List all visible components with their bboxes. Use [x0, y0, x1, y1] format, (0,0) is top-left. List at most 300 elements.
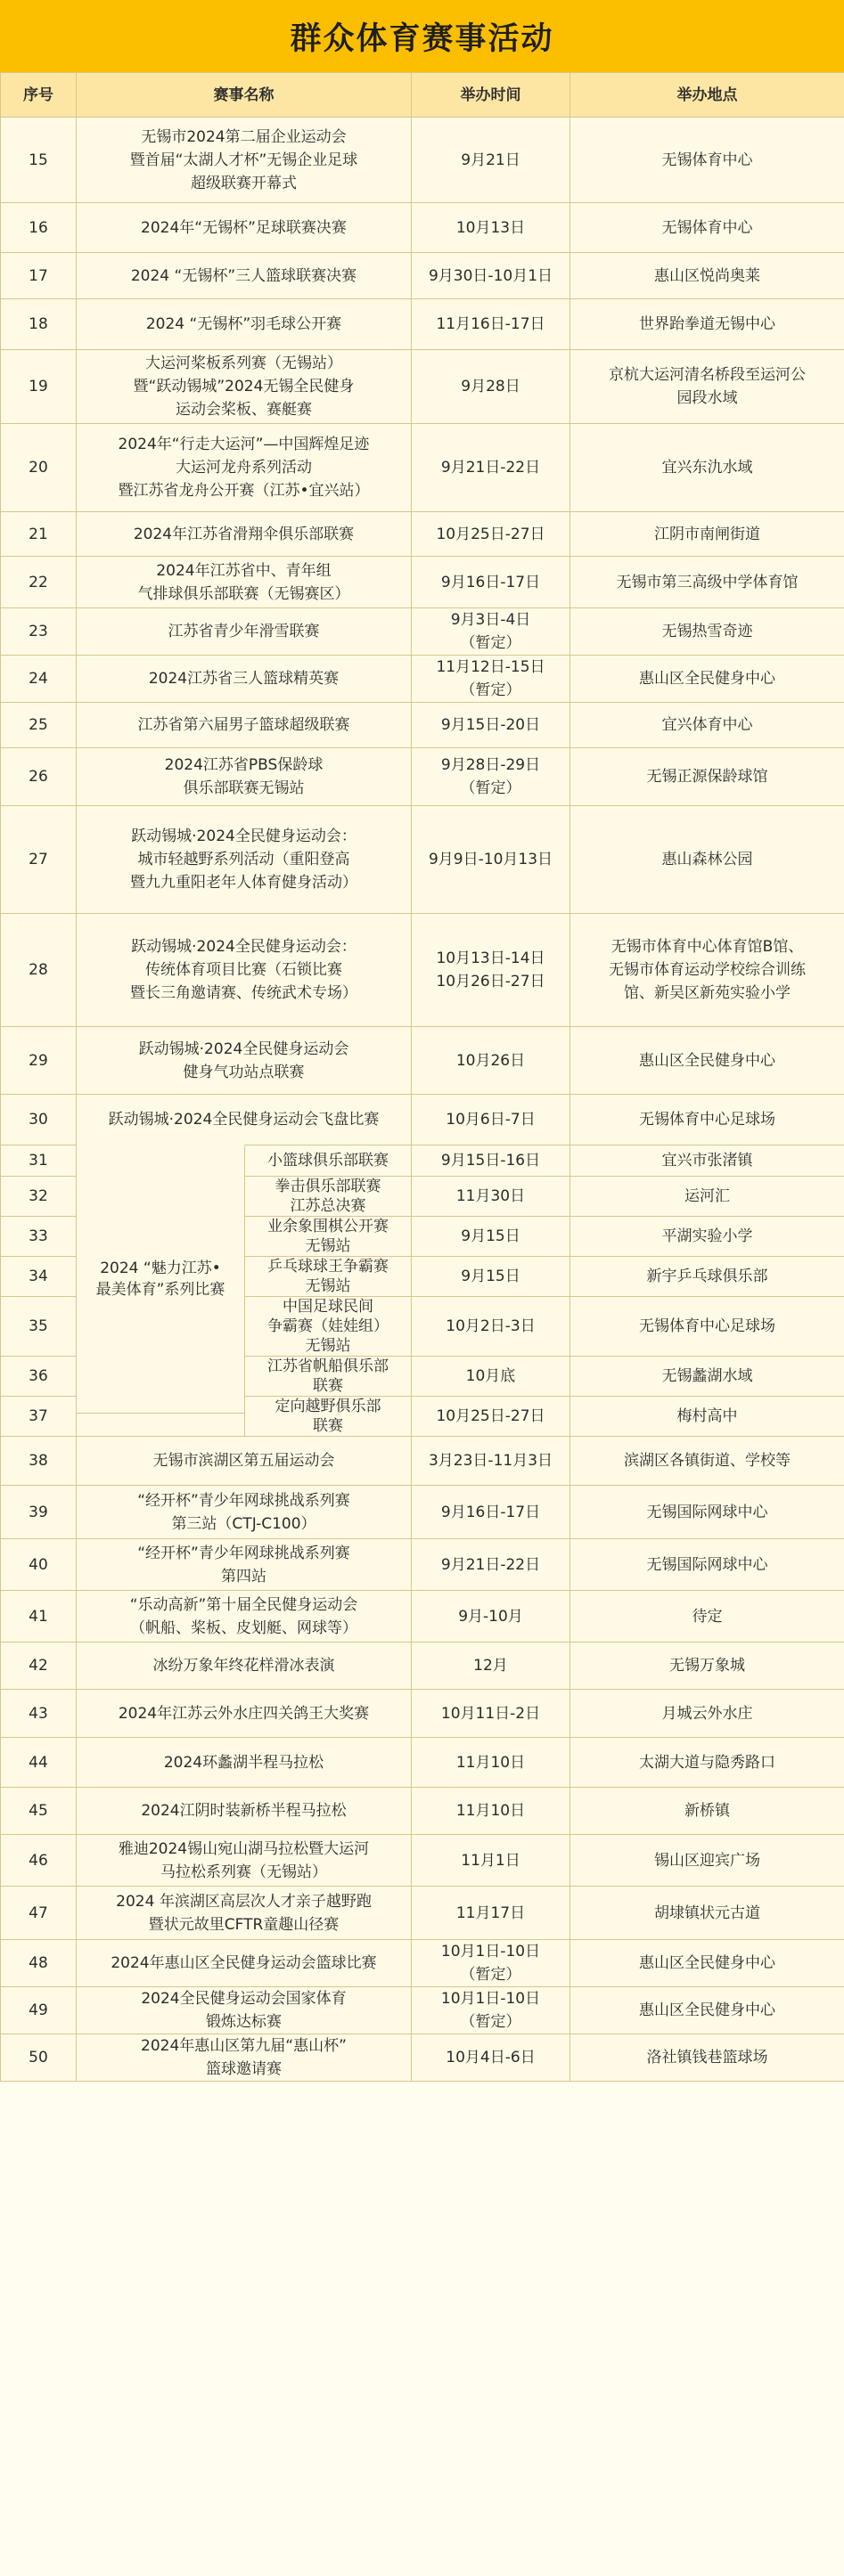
table-row: [1, 118, 844, 203]
cell-name-line: 健身气功站点联赛: [183, 1063, 305, 1081]
cell-name-line: 跃动锡城·2024全民健身运动会：: [131, 938, 356, 956]
cell-place-line: 园段水域: [676, 389, 738, 407]
cell-name-line: 马拉松系列赛（无锡站）: [160, 1863, 327, 1881]
col-header-seq: 序号: [1, 73, 77, 118]
cell-name-line: 冰纷万象年终花样滑冰表演: [152, 1657, 335, 1675]
cell-name: [77, 253, 412, 299]
cell-time-line: 9月21日-22日: [440, 459, 541, 477]
cell-time: [412, 703, 570, 748]
cell-name-line: 运动会桨板、赛艇赛: [176, 401, 312, 419]
cell-time-line: 9月28日: [461, 378, 520, 395]
cell-place: [570, 1539, 844, 1591]
cell-name-line: 2024年惠山区全民健身运动会篮球比赛: [111, 1954, 377, 1972]
cell-name-line: 跃动锡城·2024全民健身运动会：: [131, 827, 356, 845]
cell-seq: 30: [1, 1095, 77, 1145]
cell-place-line: 无锡国际网球中心: [646, 1503, 768, 1521]
cell-time: [412, 2034, 570, 2082]
col-header-name: 赛事名称: [77, 73, 412, 118]
cell-time-line: 9月21日-22日: [440, 1555, 541, 1574]
cell-sub-name: [244, 1297, 411, 1356]
cell-place: [570, 557, 844, 608]
cell-name-line: 江苏省青少年滑雪联赛: [168, 623, 320, 640]
cell-place-line: 惠山区全民健身中心: [639, 1954, 775, 1972]
cell-time-line: 10月26日: [455, 1051, 526, 1070]
cell-sub-name: [244, 1257, 411, 1296]
cell-name-line: （帆船、桨板、皮划艇、网球等）: [130, 1618, 357, 1637]
cell-place-line: 无锡市第三高级中学体育馆: [616, 573, 799, 591]
cell-name-line: 雅迪2024锡山宛山湖马拉松暨大运河: [118, 1839, 370, 1858]
cell-place: [570, 299, 844, 350]
cell-time-line: 10月13日: [455, 218, 526, 237]
title-bar: [0, 0, 844, 72]
cell-sub-name-line: 联赛: [313, 1377, 343, 1395]
cell-seq: 17: [1, 253, 77, 299]
cell-sub-name: [244, 1397, 411, 1436]
cell-place-line: 惠山区全民健身中心: [639, 1051, 775, 1070]
cell-sub-name-line: 无锡站: [305, 1237, 351, 1255]
cell-name-line: “经开杯”青少年网球挑战系列赛: [137, 1491, 350, 1510]
cell-name: [77, 203, 412, 253]
cell-time-line: 10月25日-27日: [436, 525, 545, 543]
cell-time: [412, 118, 570, 203]
cell-time-line: （暂定）: [460, 2013, 521, 2031]
cell-name-line: 2024江苏省PBS保龄球: [164, 756, 324, 774]
cell-place-line: 惠山区全民健身中心: [639, 2001, 775, 2019]
table-row: [1, 914, 844, 1027]
cell-seq: 28: [1, 914, 77, 1027]
cell-name-line: 2024全民健身运动会国家体育: [141, 1990, 347, 2008]
cell-place: [570, 1591, 844, 1643]
cell-place-line: 无锡体育中心足球场: [639, 1111, 775, 1129]
cell-place: [570, 656, 844, 703]
cell-place-line: 世界跆拳道无锡中心: [639, 315, 775, 333]
cell-name-line: “乐动高新”第十届全民健身运动会: [129, 1595, 358, 1614]
cell-seq: 34: [1, 1257, 77, 1297]
cell-place-line: 无锡体育中心足球场: [639, 1317, 775, 1335]
cell-seq: 46: [1, 1835, 77, 1887]
cell-sub-name-line: 无锡站: [305, 1277, 351, 1295]
cell-place: [570, 512, 844, 557]
table-row: [1, 656, 844, 703]
cell-time-line: 3月23日-11月3日: [428, 1452, 553, 1470]
cell-place: [570, 1257, 844, 1297]
cell-time: [412, 1940, 570, 1987]
cell-time: [412, 557, 570, 608]
table-row: [1, 1940, 844, 1987]
cell-name: [77, 1437, 412, 1486]
cell-place-line: 无锡万象城: [669, 1657, 745, 1675]
page-title: 群众体育赛事活动: [290, 20, 554, 57]
col-header-time: 举办时间: [412, 73, 570, 118]
cell-place: [570, 1437, 844, 1486]
cell-time: [412, 350, 570, 424]
cell-name-line: 暨九九重阳老年人体育健身活动）: [130, 874, 357, 892]
cell-name-line: 传统体育项目比赛（石锁比赛: [145, 961, 342, 979]
cell-place-line: 宜兴东氿水域: [661, 459, 753, 477]
cell-place-line: 无锡市体育运动学校综合训练: [609, 961, 806, 979]
cell-name-line: 第三站（CTJ-C100）: [171, 1514, 316, 1533]
cell-seq: 35: [1, 1297, 77, 1357]
cell-place-line: 宜兴体育中心: [661, 716, 753, 734]
cell-place-line: 惠山森林公园: [661, 851, 753, 868]
cell-name: [77, 1987, 412, 2034]
cell-time: [412, 1887, 570, 1940]
cell-place-line: 待定: [692, 1607, 723, 1626]
cell-time: [412, 748, 570, 806]
cell-seq: 24: [1, 656, 77, 703]
cell-place: [570, 1095, 844, 1145]
cell-place: [570, 1177, 844, 1217]
cell-sub-name-line: 业余象围棋公开赛: [267, 1218, 389, 1235]
cell-seq: 39: [1, 1486, 77, 1539]
cell-name-line: 2024年江苏省中、青年组: [156, 561, 332, 580]
cell-name-line: 气排球俱乐部联赛（无锡赛区）: [137, 584, 350, 603]
cell-time-line: 11月16日-17日: [436, 315, 545, 333]
cell-name: [77, 118, 412, 203]
cell-seq: 18: [1, 299, 77, 350]
cell-place: [570, 350, 844, 424]
table-row: [1, 1591, 844, 1643]
cell-name: [77, 1887, 412, 1940]
cell-time-line: 10月26日-27日: [436, 973, 545, 990]
cell-sub-name: [244, 1177, 411, 1216]
cell-time-line: 11月30日: [455, 1187, 526, 1205]
cell-seq: 36: [1, 1357, 77, 1397]
table-row: [1, 1539, 844, 1591]
cell-sub-name-line: 乒乓球球王争霸赛: [267, 1258, 389, 1276]
cell-name: [77, 703, 412, 748]
cell-time: [412, 1397, 570, 1437]
cell-place: [570, 2034, 844, 2082]
cell-place: [570, 1027, 844, 1095]
cell-time-line: 10月13日-14日: [436, 950, 545, 967]
cell-place-line: 京杭大运河清名桥段至运河公: [609, 366, 806, 384]
cell-time-line: 10月6日-7日: [446, 1111, 536, 1129]
cell-sub-name: [244, 1146, 411, 1176]
cell-time-line: 10月1日-10日: [440, 1943, 541, 1961]
cell-place: [570, 1690, 844, 1738]
cell-sub-name-line: 江苏省帆船俱乐部: [267, 1357, 389, 1375]
cell-name-line: 锻炼达标赛: [206, 2013, 282, 2031]
cell-time: [412, 1486, 570, 1539]
cell-time-line: 9月15日: [461, 1268, 520, 1285]
cell-place: [570, 1145, 844, 1177]
cell-time-line: （暂定）: [460, 681, 521, 699]
cell-time: [412, 1177, 570, 1217]
cell-name: [77, 914, 412, 1027]
cell-time: [412, 253, 570, 299]
cell-name-line: 2024 “无锡杯”羽毛球公开赛: [145, 315, 342, 333]
cell-name: [77, 1940, 412, 1987]
cell-place-line: 平湖实验小学: [661, 1227, 753, 1245]
cell-place-line: 无锡市体育中心体育馆B馆、: [610, 938, 804, 956]
cell-place-line: 惠山区悦尚奥莱: [654, 266, 760, 285]
cell-name: [77, 1738, 412, 1788]
cell-time-line: 9月21日: [461, 151, 520, 169]
header-row: [1, 73, 844, 118]
cell-name: [77, 1027, 412, 1095]
cell-name: [77, 299, 412, 350]
cell-place: [570, 253, 844, 299]
cell-seq: 19: [1, 350, 77, 424]
cell-place: [570, 1357, 844, 1397]
cell-seq: 38: [1, 1437, 77, 1486]
cell-name-line: 篮球邀请赛: [206, 2060, 282, 2078]
cell-name-line: 暨首届“太湖人才杯”无锡企业足球: [129, 151, 358, 169]
cell-name-line: 2024江阴时装新桥半程马拉松: [141, 1802, 347, 1820]
cell-time: [412, 1539, 570, 1591]
cell-sub-name-line: 拳击俱乐部联赛: [275, 1178, 381, 1195]
cell-time: [412, 203, 570, 253]
cell-time-line: 9月-10月: [458, 1607, 523, 1626]
cell-seq: 41: [1, 1591, 77, 1643]
cell-sub-name-line: 无锡站: [305, 1337, 351, 1355]
cell-time: [412, 1145, 570, 1177]
cell-seq: 44: [1, 1738, 77, 1788]
table-row: [1, 1027, 844, 1095]
table-row: [1, 1643, 844, 1690]
cell-seq: 23: [1, 608, 77, 656]
cell-name: [77, 1788, 412, 1835]
cell-seq: 32: [1, 1177, 77, 1217]
table-row: [1, 2034, 844, 2082]
cell-name: [77, 424, 412, 512]
cell-place-line: 馆、新吴区新苑实验小学: [624, 984, 791, 1002]
cell-name-line: 江苏省第六届男子篮球超级联赛: [137, 716, 350, 734]
cell-name-line: 无锡市2024第二届企业运动会: [141, 127, 347, 146]
cell-seq: 21: [1, 512, 77, 557]
cell-name: [77, 656, 412, 703]
cell-time: [412, 299, 570, 350]
cell-time: [412, 1297, 570, 1357]
cell-time-line: 11月17日: [455, 1903, 526, 1922]
cell-time: [412, 1357, 570, 1397]
cell-time: [412, 1738, 570, 1788]
cell-time: [412, 806, 570, 914]
cell-place: [570, 1643, 844, 1690]
cell-seq: 27: [1, 806, 77, 914]
cell-place-line: 宜兴市张渚镇: [661, 1152, 753, 1170]
cell-seq: 42: [1, 1643, 77, 1690]
cell-time-line: 10月2日-3日: [446, 1317, 536, 1335]
cell-name: [77, 512, 412, 557]
cell-place: [570, 1788, 844, 1835]
cell-name: [77, 1591, 412, 1643]
cell-time-line: 9月3日-4日: [450, 611, 531, 629]
cell-place-line: 新宇乒乓球俱乐部: [646, 1268, 768, 1285]
cell-time-line: 10月1日-10日: [440, 1990, 541, 2008]
cell-time-line: 9月9日-10月13日: [428, 851, 553, 868]
table-row: [1, 1987, 844, 2034]
cell-place: [570, 1297, 844, 1357]
table-row: [1, 253, 844, 299]
cell-name: [77, 1835, 412, 1887]
cell-place-line: 新桥镇: [684, 1802, 730, 1820]
cell-time: [412, 1095, 570, 1145]
cell-time: [412, 1690, 570, 1738]
cell-place-line: 锡山区迎宾广场: [654, 1851, 760, 1870]
cell-name: [77, 557, 412, 608]
cell-seq: 31: [1, 1145, 77, 1177]
cell-time-line: 9月15日-20日: [440, 716, 541, 734]
cell-sub-name-line: 江苏总决赛: [290, 1197, 366, 1215]
cell-place-line: 洛社镇钱巷篮球场: [646, 2049, 768, 2067]
cell-place: [570, 1397, 844, 1437]
cell-place: [570, 118, 844, 203]
table-row: [1, 608, 844, 656]
cell-sub-name-line: 联赛: [313, 1417, 343, 1435]
cell-seq: 22: [1, 557, 77, 608]
table-row: [1, 1738, 844, 1788]
cell-place: [570, 1217, 844, 1257]
cell-name: [77, 1690, 412, 1738]
cell-name-line: 2024年惠山区第九届“惠山杯”: [141, 2037, 347, 2055]
cell-name-line: 2024江苏省三人篮球精英赛: [148, 670, 340, 688]
cell-name-line: 暨长三角邀请赛、传统武术专场）: [130, 984, 357, 1002]
cell-place: [570, 424, 844, 512]
cell-time-line: 12月: [473, 1657, 508, 1675]
cell-time-line: 11月10日: [455, 1802, 526, 1820]
cell-name-line: 2024年江苏云外水庄四关鸽王大奖赛: [118, 1704, 370, 1723]
cell-seq: 40: [1, 1539, 77, 1591]
cell-place-line: 月城云外水庄: [661, 1704, 753, 1723]
cell-seq: 47: [1, 1887, 77, 1940]
cell-name-line: 无锡市滨湖区第五届运动会: [152, 1452, 335, 1470]
cell-place-line: 无锡蠡湖水域: [661, 1367, 753, 1385]
cell-time-line: 9月15日: [461, 1227, 520, 1245]
cell-time: [412, 1835, 570, 1887]
cell-sub-name-line: 争霸赛（娃娃组）: [267, 1317, 389, 1335]
cell-place-line: 运河汇: [684, 1187, 730, 1205]
cell-sub-name-line: 定向越野俱乐部: [275, 1398, 381, 1415]
cell-place-line: 无锡热雪奇迹: [661, 623, 753, 640]
cell-name: [77, 350, 412, 424]
cell-name-line: 暨“跃动锡城”2024无锡全民健身: [133, 378, 355, 395]
table-row: [1, 424, 844, 512]
col-header-place: 举办地点: [570, 73, 844, 118]
cell-name-line: 城市轻越野系列活动（重阳登高: [137, 851, 350, 868]
cell-name-line: 大运河桨板系列赛（无锡站）: [145, 355, 342, 372]
cell-time: [412, 1643, 570, 1690]
cell-sub-name: [244, 1357, 411, 1396]
cell-time-line: 10月4日-6日: [446, 2049, 536, 2067]
cell-place-line: 无锡体育中心: [661, 151, 753, 169]
cell-place: [570, 203, 844, 253]
cell-time-line: 9月28日-29日: [440, 756, 541, 774]
table-row: [1, 350, 844, 424]
cell-time-line: 9月16日-17日: [440, 573, 541, 591]
cell-seq: 33: [1, 1217, 77, 1257]
cell-sub-name: [244, 1217, 411, 1256]
table-row: [1, 1887, 844, 1940]
cell-place-line: 滨湖区各镇街道、学校等: [624, 1452, 791, 1470]
cell-time: [412, 1987, 570, 2034]
cell-sub-name-line: 小篮球俱乐部联赛: [267, 1152, 389, 1170]
cell-place: [570, 1738, 844, 1788]
table-row: [1, 557, 844, 608]
cell-place-line: 梅村高中: [676, 1407, 738, 1425]
table-row: [1, 1486, 844, 1539]
cell-place-line: 太湖大道与隐秀路口: [639, 1753, 775, 1772]
table-row: [1, 1437, 844, 1486]
cell-seq: 15: [1, 118, 77, 203]
cell-name-line: “经开杯”青少年网球挑战系列赛: [137, 1544, 350, 1562]
cell-place: [570, 1940, 844, 1987]
cell-seq: 26: [1, 748, 77, 806]
cell-place: [570, 703, 844, 748]
table-row: [1, 1145, 844, 1177]
cell-name-line: 2024 “无锡杯”三人篮球联赛决赛: [130, 266, 357, 285]
table-row: [1, 512, 844, 557]
cell-time-line: 9月15日-16日: [440, 1152, 541, 1170]
cell-seq: 50: [1, 2034, 77, 2082]
cell-name-line: 暨江苏省龙舟公开赛（江苏•宜兴站）: [118, 482, 370, 500]
cell-name-line: 2024年“行走大运河”—中国辉煌足迹: [118, 436, 370, 453]
cell-place-line: 无锡体育中心: [661, 218, 753, 237]
cell-time: [412, 608, 570, 656]
cell-place-line: 无锡国际网球中心: [646, 1555, 768, 1574]
cell-seq: 16: [1, 203, 77, 253]
cell-name-line: 2024年江苏省滑翔伞俱乐部联赛: [133, 525, 355, 543]
table-row: [1, 806, 844, 914]
cell-place: [570, 608, 844, 656]
cell-name: [77, 1486, 412, 1539]
cell-seq: 48: [1, 1940, 77, 1987]
cell-name-line: 大运河龙舟系列活动: [176, 459, 312, 477]
cell-seq: 29: [1, 1027, 77, 1095]
cell-time-line: 10月25日-27日: [436, 1407, 545, 1425]
cell-sub-name-line: 中国足球民间: [283, 1298, 373, 1316]
cell-time-line: （暂定）: [460, 779, 521, 797]
cell-seq: 49: [1, 1987, 77, 2034]
group-label: [77, 1145, 244, 1414]
cell-name-line: 暨状元故里CFTR童趣山径赛: [148, 1915, 340, 1934]
cell-time: [412, 1257, 570, 1297]
cell-name: [77, 608, 412, 656]
table-row: [1, 703, 844, 748]
cell-name: [77, 2034, 412, 2082]
cell-time: [412, 656, 570, 703]
cell-name-line: 2024环蠡湖半程马拉松: [163, 1753, 324, 1772]
table-row: [1, 748, 844, 806]
cell-time: [412, 1027, 570, 1095]
cell-name: [77, 1643, 412, 1690]
cell-name: [77, 806, 412, 914]
cell-name-line: 2024年“无锡杯”足球联赛决赛: [141, 218, 347, 237]
table-body: [1, 118, 844, 2082]
cell-seq: 25: [1, 703, 77, 748]
cell-time: [412, 512, 570, 557]
table-row: [1, 299, 844, 350]
cell-name-line: 第四站: [221, 1567, 266, 1586]
cell-time-line: 9月16日-17日: [440, 1503, 541, 1521]
cell-time: [412, 1788, 570, 1835]
cell-place-line: 江阴市南闸街道: [654, 525, 760, 543]
cell-place: [570, 914, 844, 1027]
events-table: [0, 72, 844, 2082]
cell-place: [570, 806, 844, 914]
cell-name-line: 跃动锡城·2024全民健身运动会: [138, 1039, 349, 1058]
cell-place: [570, 1486, 844, 1539]
cell-name: [77, 748, 412, 806]
cell-place: [570, 1887, 844, 1940]
cell-name-line: 超级联赛开幕式: [191, 174, 297, 192]
group-label-line: 最美体育”系列比赛: [95, 1280, 225, 1299]
cell-name: [77, 1095, 412, 1145]
cell-place-line: 惠山区全民健身中心: [639, 670, 775, 688]
cell-time: [412, 1437, 570, 1486]
cell-time-line: 11月10日: [455, 1753, 526, 1772]
